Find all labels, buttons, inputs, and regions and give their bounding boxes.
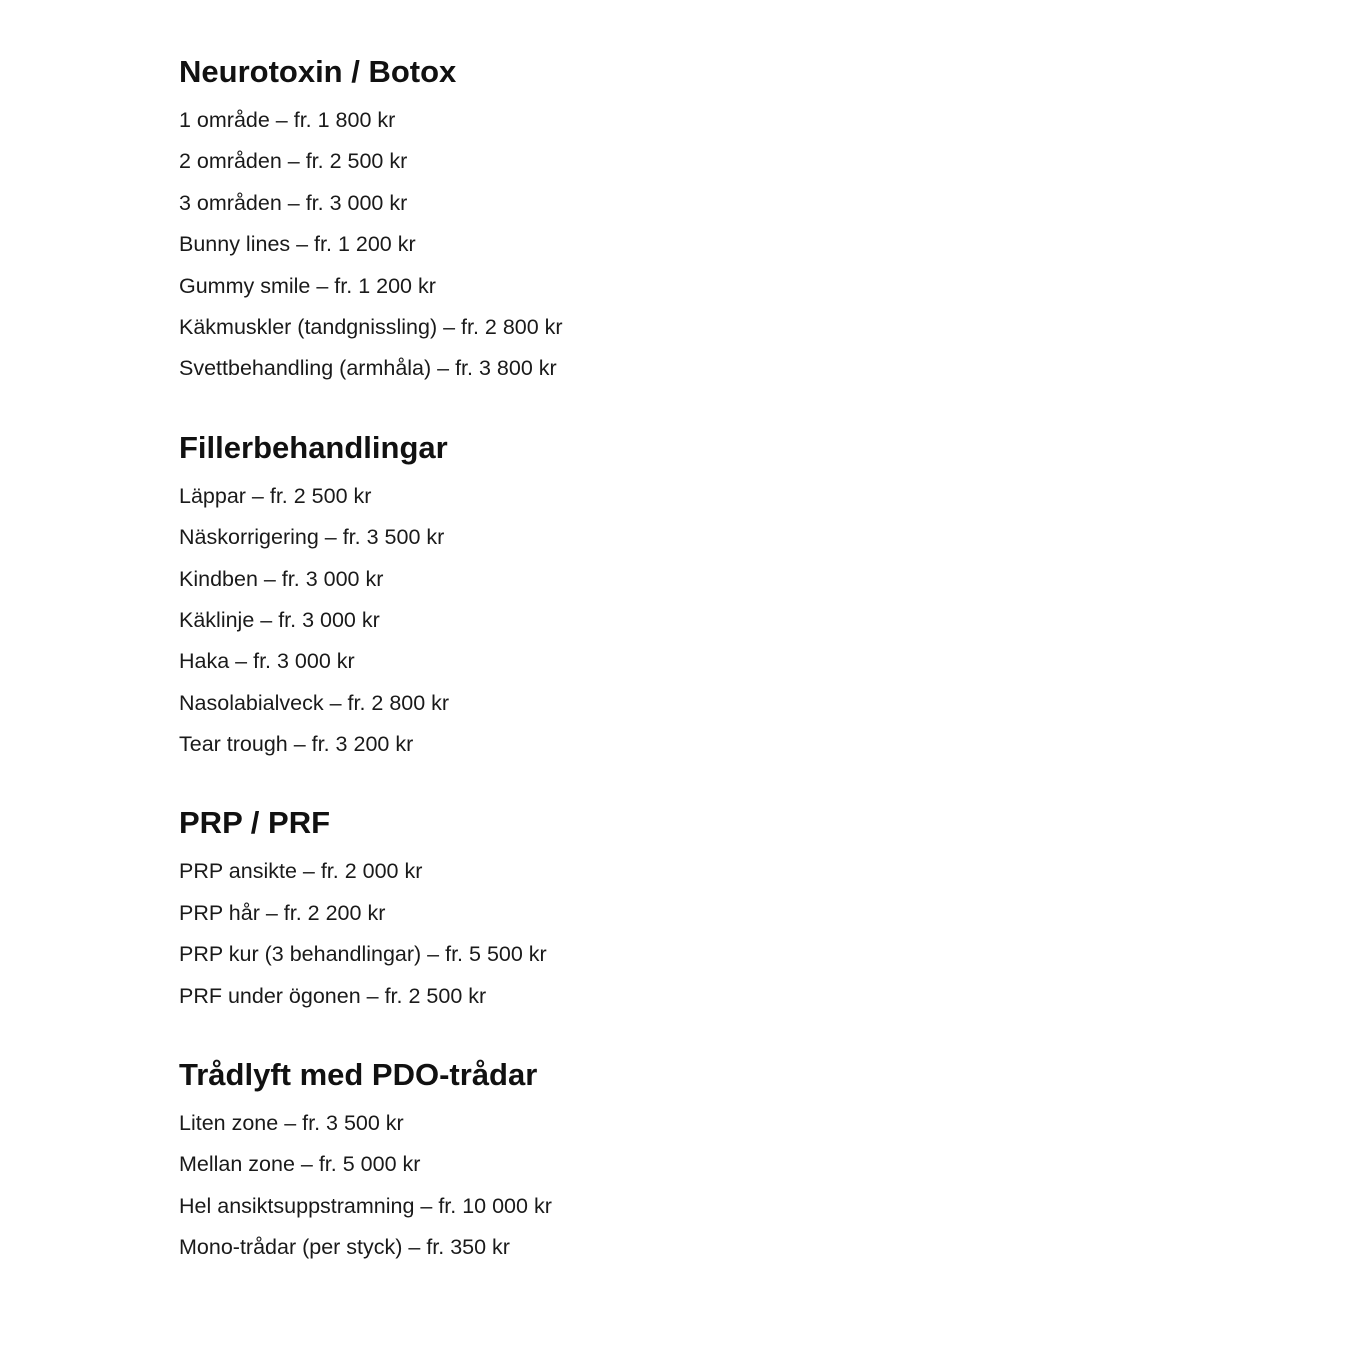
- price-item: 3 områden – fr. 3 000 kr: [179, 190, 408, 215]
- section-fillerbehandlingar: [179, 428, 1179, 766]
- price-item: PRP ansikte – fr. 2 000 kr: [179, 859, 423, 884]
- price-item: Mellan zone – fr. 5 000 kr: [179, 1152, 421, 1177]
- price-item: Läppar – fr. 2 500 kr: [179, 483, 372, 508]
- price-item: PRF under ögonen – fr. 2 500 kr: [179, 983, 487, 1008]
- price-item: 2 områden – fr. 2 500 kr: [179, 149, 408, 174]
- price-item: Käkmuskler (tandgnissling) – fr. 2 800 kr: [179, 314, 563, 339]
- price-item: Hel ansiktsuppstramning – fr. 10 000 kr: [179, 1193, 552, 1218]
- price-item: Liten zone – fr. 3 500 kr: [179, 1111, 404, 1136]
- price-item: Käklinje – fr. 3 000 kr: [179, 607, 380, 632]
- price-list: [179, 476, 1179, 766]
- section-tradlyft-pdo: [179, 1055, 1179, 1269]
- section-title: Neurotoxin / Botox: [179, 54, 457, 89]
- section-title: Trådlyft med PDO-trådar: [179, 1057, 538, 1093]
- price-item: Tear trough – fr. 3 200 kr: [179, 732, 414, 757]
- price-item: Svettbehandling (armhåla) – fr. 3 800 kr: [179, 356, 557, 381]
- price-item: Mono-trådar (per styck) – fr. 350 kr: [179, 1235, 510, 1260]
- section-title: Fillerbehandlingar: [179, 429, 448, 465]
- price-item: Kindben – fr. 3 000 kr: [179, 566, 384, 591]
- price-list: [179, 851, 1179, 1017]
- section-title: PRP / PRF: [179, 805, 331, 841]
- price-item: Haka – fr. 3 000 kr: [179, 649, 355, 674]
- price-item: PRP hår – fr. 2 200 kr: [179, 900, 386, 925]
- price-item: Nasolabialveck – fr. 2 800 kr: [179, 690, 450, 715]
- price-item: Bunny lines – fr. 1 200 kr: [179, 232, 416, 257]
- price-list: [179, 1103, 1179, 1269]
- section-neurotoxin-botox: [179, 52, 1179, 390]
- price-item: 1 område – fr. 1 800 kr: [179, 108, 396, 132]
- price-list: [179, 100, 1179, 390]
- section-prp-prf: [179, 803, 1179, 1017]
- price-item: Gummy smile – fr. 1 200 kr: [179, 273, 436, 298]
- price-item: Näskorrigering – fr. 3 500 kr: [179, 525, 445, 550]
- price-item: PRP kur (3 behandlingar) – fr. 5 500 kr: [179, 942, 547, 967]
- price-list-document: [179, 52, 1179, 1269]
